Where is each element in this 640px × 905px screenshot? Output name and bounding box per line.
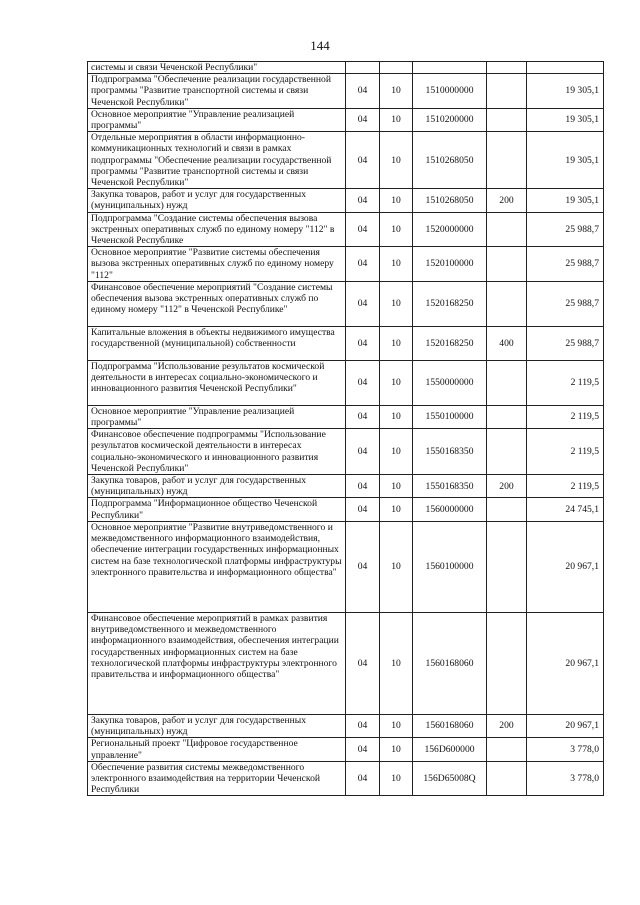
table-row <box>88 429 604 475</box>
item-name-cell: Подпрограмма "Создание системы обеспечения вызова экстренных оперативных служб по единому номеру "112" в Чеченской Республике <box>88 212 346 247</box>
section-code-cell: 04 <box>346 475 380 498</box>
section-code-cell: 04 <box>346 761 380 796</box>
subsection-code-cell: 10 <box>380 475 413 498</box>
target-article-code-cell: 1510268050 <box>413 132 487 189</box>
amount-cell: 2 119,5 <box>527 405 604 428</box>
section-code-cell: 04 <box>346 326 380 360</box>
amount-cell: 3 778,0 <box>527 738 604 761</box>
section-code-cell: 04 <box>346 429 380 475</box>
subsection-code-cell: 10 <box>380 132 413 189</box>
subsection-code-cell: 10 <box>380 212 413 247</box>
amount-cell: 24 745,1 <box>527 498 604 521</box>
amount-cell: 25 988,7 <box>527 281 604 326</box>
subsection-code-cell: 10 <box>380 74 413 109</box>
item-name-cell: Финансовое обеспечение подпрограммы "Использование результатов космической деятельности в интересах социально-экономического и инновационного развития Чеченской Республики" <box>88 429 346 475</box>
table-row <box>88 475 604 498</box>
expense-type-code-cell: 200 <box>487 714 527 737</box>
amount-cell: 19 305,1 <box>527 189 604 212</box>
table-row <box>88 498 604 521</box>
section-code-cell: 04 <box>346 360 380 405</box>
amount-cell: 25 988,7 <box>527 212 604 247</box>
item-name-cell: Основное мероприятие "Развитие системы обеспечения вызова экстренных оперативных служб по единому номеру "112" <box>88 247 346 282</box>
table-row <box>88 360 604 405</box>
subsection-code-cell: 10 <box>380 612 413 714</box>
section-code-cell: 04 <box>346 189 380 212</box>
expense-type-code-cell <box>487 74 527 109</box>
item-name-cell: Финансовое обеспечение мероприятий в рамках развития внутриведомственного и межведомственного информационного взаимодействия, обеспечения интеграции государственных информационных систем на базе технологической платформы инфраструктуры электронного правительства и информационного общества" <box>88 612 346 714</box>
amount-cell: 19 305,1 <box>527 74 604 109</box>
section-code-cell: 04 <box>346 132 380 189</box>
target-article-code-cell: 1520000000 <box>413 212 487 247</box>
item-name-cell: Капитальные вложения в объекты недвижимого имущества государственной (муниципальной) собственности <box>88 326 346 360</box>
subsection-code-cell: 10 <box>380 405 413 428</box>
amount-cell: 2 119,5 <box>527 360 604 405</box>
section-code-cell: 04 <box>346 281 380 326</box>
subsection-code-cell: 10 <box>380 761 413 796</box>
expense-type-code-cell <box>487 405 527 428</box>
item-name-cell: Обеспечение развития системы межведомственного электронного взаимодействия на территории Чеченской Республики <box>88 761 346 796</box>
expense-type-code-cell <box>487 212 527 247</box>
table-row <box>88 761 604 796</box>
amount-cell: 25 988,7 <box>527 247 604 282</box>
item-name-cell: Региональный проект "Цифровое государственное управление" <box>88 738 346 761</box>
subsection-code-cell: 10 <box>380 189 413 212</box>
expense-type-code-cell <box>487 132 527 189</box>
amount-cell: 19 305,1 <box>527 132 604 189</box>
amount-cell <box>527 62 604 74</box>
expense-type-code-cell <box>487 247 527 282</box>
expense-type-code-cell <box>487 108 527 131</box>
section-code-cell: 04 <box>346 108 380 131</box>
expense-type-code-cell <box>487 521 527 612</box>
target-article-code-cell: 1550168350 <box>413 429 487 475</box>
expense-type-code-cell <box>487 498 527 521</box>
target-article-code-cell: 1510268050 <box>413 189 487 212</box>
subsection-code-cell: 10 <box>380 108 413 131</box>
expense-type-code-cell: 200 <box>487 189 527 212</box>
expense-type-code-cell <box>487 360 527 405</box>
expense-type-code-cell <box>487 281 527 326</box>
target-article-code-cell <box>413 62 487 74</box>
item-name-cell: Основное мероприятие "Развитие внутриведомственного и межведомственного информационного взаимодействия, обеспечение интеграции государственных информационных систем на базе технологической платформы инфраструктуры электронного правительства и информационного общества" <box>88 521 346 612</box>
section-code-cell <box>346 62 380 74</box>
table-row <box>88 62 604 74</box>
budget-table <box>87 61 604 796</box>
expense-type-code-cell <box>487 612 527 714</box>
item-name-cell: Закупка товаров, работ и услуг для государственных (муниципальных) нужд <box>88 189 346 212</box>
expense-type-code-cell: 200 <box>487 475 527 498</box>
item-name-cell: Финансовое обеспечение мероприятий "Создание системы обеспечения вызова экстренных оперативных служб по единому номеру "112" в Чеченской Республике" <box>88 281 346 326</box>
item-name-cell: системы и связи Чеченской Республики" <box>88 62 346 74</box>
table-row <box>88 189 604 212</box>
amount-cell: 2 119,5 <box>527 429 604 475</box>
target-article-code-cell: 1550000000 <box>413 360 487 405</box>
target-article-code-cell: 1520168250 <box>413 326 487 360</box>
table-body <box>88 62 604 796</box>
subsection-code-cell: 10 <box>380 714 413 737</box>
item-name-cell: Основное мероприятие "Управление реализацией программы" <box>88 405 346 428</box>
subsection-code-cell: 10 <box>380 521 413 612</box>
section-code-cell: 04 <box>346 74 380 109</box>
amount-cell: 20 967,1 <box>527 714 604 737</box>
section-code-cell: 04 <box>346 498 380 521</box>
section-code-cell: 04 <box>346 212 380 247</box>
amount-cell: 20 967,1 <box>527 612 604 714</box>
item-name-cell: Подпрограмма "Обеспечение реализации государственной программы "Развитие транспортной системы и связи Чеченской Республики" <box>88 74 346 109</box>
target-article-code-cell: 1550168350 <box>413 475 487 498</box>
section-code-cell: 04 <box>346 405 380 428</box>
item-name-cell: Закупка товаров, работ и услуг для государственных (муниципальных) нужд <box>88 714 346 737</box>
target-article-code-cell: 1510000000 <box>413 74 487 109</box>
table-row <box>88 714 604 737</box>
table-row <box>88 247 604 282</box>
expense-type-code-cell <box>487 738 527 761</box>
expense-type-code-cell <box>487 429 527 475</box>
item-name-cell: Подпрограмма "Использование результатов космической деятельности в интересах социально-экономического и инновационного развития Чеченской Республики" <box>88 360 346 405</box>
amount-cell: 25 988,7 <box>527 326 604 360</box>
table-row <box>88 108 604 131</box>
amount-cell: 19 305,1 <box>527 108 604 131</box>
target-article-code-cell: 1510200000 <box>413 108 487 131</box>
expense-type-code-cell <box>487 62 527 74</box>
table-row <box>88 521 604 612</box>
page-number: 144 <box>310 38 330 53</box>
section-code-cell: 04 <box>346 612 380 714</box>
table-row <box>88 326 604 360</box>
section-code-cell: 04 <box>346 521 380 612</box>
target-article-code-cell: 156D65008Q <box>413 761 487 796</box>
table-row <box>88 132 604 189</box>
table-row <box>88 281 604 326</box>
subsection-code-cell: 10 <box>380 326 413 360</box>
table-row <box>88 612 604 714</box>
target-article-code-cell: 156D600000 <box>413 738 487 761</box>
target-article-code-cell: 1550100000 <box>413 405 487 428</box>
table-row <box>88 212 604 247</box>
item-name-cell: Закупка товаров, работ и услуг для государственных (муниципальных) нужд <box>88 475 346 498</box>
target-article-code-cell: 1560000000 <box>413 498 487 521</box>
subsection-code-cell: 10 <box>380 738 413 761</box>
target-article-code-cell: 1560100000 <box>413 521 487 612</box>
subsection-code-cell: 10 <box>380 429 413 475</box>
target-article-code-cell: 1560168060 <box>413 714 487 737</box>
item-name-cell: Подпрограмма "Информационное общество Чеченской Республики" <box>88 498 346 521</box>
target-article-code-cell: 1560168060 <box>413 612 487 714</box>
section-code-cell: 04 <box>346 714 380 737</box>
section-code-cell: 04 <box>346 738 380 761</box>
section-code-cell: 04 <box>346 247 380 282</box>
table-row <box>88 738 604 761</box>
subsection-code-cell: 10 <box>380 498 413 521</box>
target-article-code-cell: 1520168250 <box>413 281 487 326</box>
amount-cell: 2 119,5 <box>527 475 604 498</box>
item-name-cell: Основное мероприятие "Управление реализацией программы" <box>88 108 346 131</box>
subsection-code-cell: 10 <box>380 247 413 282</box>
target-article-code-cell: 1520100000 <box>413 247 487 282</box>
subsection-code-cell <box>380 62 413 74</box>
amount-cell: 20 967,1 <box>527 521 604 612</box>
subsection-code-cell: 10 <box>380 281 413 326</box>
item-name-cell: Отдельные мероприятия в области информационно-коммуникационных технологий и связи в рамках подпрограммы "Обеспечение реализации государственной программы "Развитие транспортной системы и связи Чеченской Республики" <box>88 132 346 189</box>
table-row <box>88 74 604 109</box>
expense-type-code-cell: 400 <box>487 326 527 360</box>
amount-cell: 3 778,0 <box>527 761 604 796</box>
expense-type-code-cell <box>487 761 527 796</box>
table-row <box>88 405 604 428</box>
subsection-code-cell: 10 <box>380 360 413 405</box>
